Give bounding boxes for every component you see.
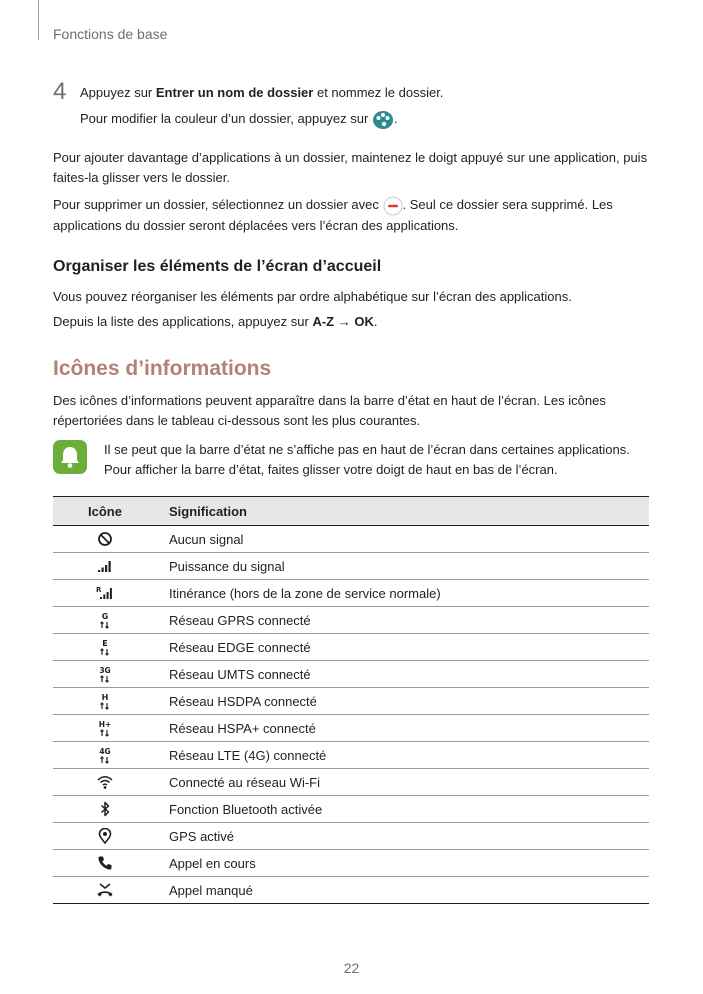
gps-icon	[53, 828, 157, 844]
step-line-1: Appuyez sur Entrer un nom de dossier et nommez le dossier.	[80, 85, 444, 100]
table-cell-label: Itinérance (hors de la zone de service normale)	[157, 580, 649, 607]
table-cell-label: Fonction Bluetooth activée	[157, 796, 649, 823]
paragraph-delete-folder: Pour supprimer un dossier, sélectionnez un dossier avec . Seul ce dossier sera supprimé. Les applications du dossier seront déplacées vers l’écran des applications.	[53, 197, 613, 233]
no-signal-icon	[53, 531, 157, 547]
status-icons-table	[53, 496, 649, 904]
step-line-2: Pour modifier la couleur d’un dossier, appuyez sur .	[80, 109, 660, 130]
table-cell-label: Connecté au réseau Wi-Fi	[157, 769, 649, 796]
table-cell-label: Réseau HSDPA connecté	[157, 688, 649, 715]
lte-icon	[53, 746, 157, 764]
paragraph-add-apps: Pour ajouter davantage d’applications à un dossier, maintenez le doigt appuyé sur une application, puis faites-la glisser vers le dossier.	[53, 150, 648, 185]
table-row	[53, 823, 649, 850]
table-cell-label: Réseau HSPA+ connecté	[157, 715, 649, 742]
umts-icon	[53, 665, 157, 683]
delete-minus-icon	[383, 196, 403, 216]
table-row	[53, 607, 649, 634]
table-cell-label: Réseau LTE (4G) connecté	[157, 742, 649, 769]
call-icon	[53, 855, 157, 871]
table-row	[53, 661, 649, 688]
gprs-glyph: G	[101, 612, 109, 621]
table-cell-label: GPS activé	[157, 823, 649, 850]
signal-strength-icon	[53, 559, 157, 573]
note-line-1: Il se peut que la barre d’état ne s’affiche pas en haut de l’écran dans certaines applications.	[104, 442, 630, 457]
step-number: 4	[53, 78, 67, 105]
missed-call-icon	[53, 882, 157, 898]
table-cell-label: Réseau EDGE connecté	[157, 634, 649, 661]
hsdpa-icon	[53, 692, 157, 710]
column-header-meaning: Signification	[157, 497, 649, 526]
hsdpa-glyph: H	[101, 693, 109, 702]
table-row	[53, 580, 649, 607]
section-header: Fonctions de base	[53, 26, 168, 42]
umts-glyph: 3G	[99, 666, 111, 675]
header-rule	[38, 0, 39, 40]
table-header-row	[53, 497, 649, 526]
table-row	[53, 742, 649, 769]
table-row	[53, 877, 649, 904]
edge-glyph: E	[102, 639, 108, 648]
table-row	[53, 850, 649, 877]
table-cell-label: Réseau UMTS connecté	[157, 661, 649, 688]
gprs-icon	[53, 611, 157, 629]
hspa-plus-icon	[53, 719, 157, 737]
table-cell-label: Puissance du signal	[157, 553, 649, 580]
info-icons-intro: Des icônes d’informations peuvent apparaître dans la barre d’état en haut de l’écran. Les icônes répertoriées dans le tableau ci-dessous sont les plus courantes.	[53, 393, 606, 428]
page-number: 22	[343, 960, 360, 976]
organize-paragraph-2: Depuis la liste des applications, appuyez sur A-Z → OK.	[53, 314, 378, 329]
table-row	[53, 769, 649, 796]
note-bell-icon	[53, 440, 87, 474]
note-line-2: Pour afficher la barre d’état, faites glisser votre doigt de haut en bas de l’écran.	[104, 462, 558, 477]
table-row	[53, 796, 649, 823]
info-icons-heading: Icônes d’informations	[53, 357, 272, 380]
table-row	[53, 526, 649, 553]
bluetooth-icon	[53, 801, 157, 817]
hspa-plus-glyph: H+	[98, 720, 112, 729]
table-row	[53, 715, 649, 742]
organize-heading: Organiser les éléments de l’écran d’accueil	[53, 258, 382, 275]
column-header-icon: Icône	[53, 497, 157, 526]
palette-icon	[372, 110, 394, 130]
organize-paragraph-1: Vous pouvez réorganiser les éléments par ordre alphabétique sur l’écran des applications.	[53, 289, 572, 304]
table-row	[53, 553, 649, 580]
wifi-icon	[53, 774, 157, 790]
table-cell-label: Appel en cours	[157, 850, 649, 877]
edge-icon	[53, 638, 157, 656]
roaming-icon	[53, 585, 157, 601]
roaming-glyph: R	[96, 586, 102, 594]
table-row	[53, 688, 649, 715]
table-cell-label: Appel manqué	[157, 877, 649, 904]
folder-name-label: Entrer un nom de dossier	[155, 85, 314, 100]
table-cell-label: Aucun signal	[157, 526, 649, 553]
table-cell-label: Réseau GPRS connecté	[157, 607, 649, 634]
table-row	[53, 634, 649, 661]
lte-glyph: 4G	[99, 747, 111, 756]
